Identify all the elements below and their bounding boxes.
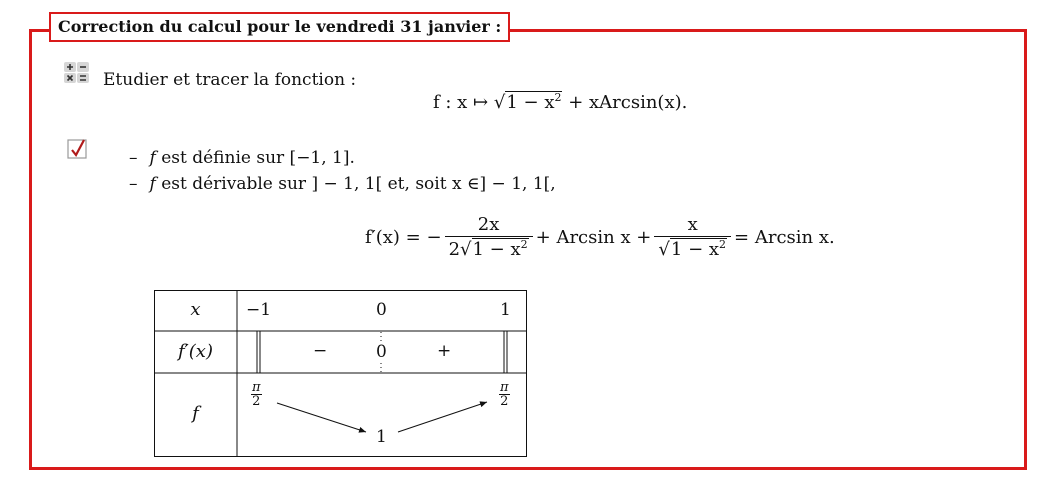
derivative-formula [365, 214, 835, 261]
bullet-text: est dérivable sur ] − 1, 1[ et, soit x ∈] − 1, 1[, [155, 174, 556, 194]
f-value-right [499, 381, 510, 408]
frac2-radicand: 1 − x [670, 239, 720, 260]
fdef-lhs: f : x ↦ [433, 92, 494, 113]
deriv-middle: + Arcsin x + [535, 227, 652, 248]
sign-zero: 0 [376, 342, 387, 362]
fdef-radicand: 1 − x [506, 92, 555, 113]
frac2-exp: 2 [719, 238, 727, 251]
deriv-lhs: f′(x) = − [365, 227, 442, 248]
frac1-numerator: 2x [477, 214, 500, 235]
sqrt-sign: √ [493, 92, 506, 113]
frac1-radical [472, 238, 529, 260]
fraction-2 [654, 214, 731, 261]
frac2-numerator: x [687, 214, 698, 235]
fdef-radical [505, 91, 562, 113]
deriv-rhs: = Arcsin x. [734, 227, 835, 248]
fraction-1 [445, 214, 533, 261]
calculator-icon [64, 62, 90, 84]
row-label-f: f [192, 403, 199, 424]
increasing-arrow [398, 402, 487, 432]
bullet-f: f [149, 148, 156, 168]
decreasing-arrow [277, 403, 366, 432]
pi-denominator: 2 [252, 394, 261, 409]
frac2-radical [670, 238, 727, 260]
checkbox-icon [67, 138, 89, 160]
pi-numerator: π [500, 380, 509, 395]
frac1-exp: 2 [520, 238, 528, 251]
frac2-denominator: $√1 - x^2$ [654, 236, 731, 261]
frac1-radicand: 1 − x [472, 239, 521, 260]
f-value-left [251, 381, 262, 408]
variation-table [154, 290, 527, 457]
section-title: Correction du calcul pour le vendredi 31 janvier : [49, 12, 510, 42]
bullet-derivable [129, 174, 556, 194]
pi-denominator: 2 [500, 394, 509, 409]
f-value-min: 1 [376, 427, 387, 447]
exercise-statement: Etudier et tracer la fonction : [103, 70, 357, 90]
x-value-left: −1 [246, 300, 272, 320]
pi-numerator: π [252, 380, 261, 395]
bullet-f: f [149, 174, 156, 194]
sign-negative: − [313, 341, 328, 361]
bullet-text: est définie sur [−1, 1]. [155, 148, 355, 168]
x-value-right: 1 [500, 300, 511, 320]
frac1-denominator: $2√1 - x^2$ [445, 236, 533, 261]
bullet-domain [129, 148, 355, 168]
fdef-rest: + xArcsin(x). [562, 92, 688, 113]
x-value-middle: 0 [376, 300, 387, 320]
row-label-x: x [190, 299, 201, 320]
fdef-exponent: 2 [554, 91, 562, 104]
function-definition [433, 92, 687, 113]
frac1-coef: 2 [448, 239, 461, 260]
bullet-dash: – [129, 148, 138, 168]
bullet-dash: – [129, 174, 138, 194]
row-label-fprime: f′(x) [178, 341, 213, 362]
sign-positive: + [437, 341, 452, 361]
